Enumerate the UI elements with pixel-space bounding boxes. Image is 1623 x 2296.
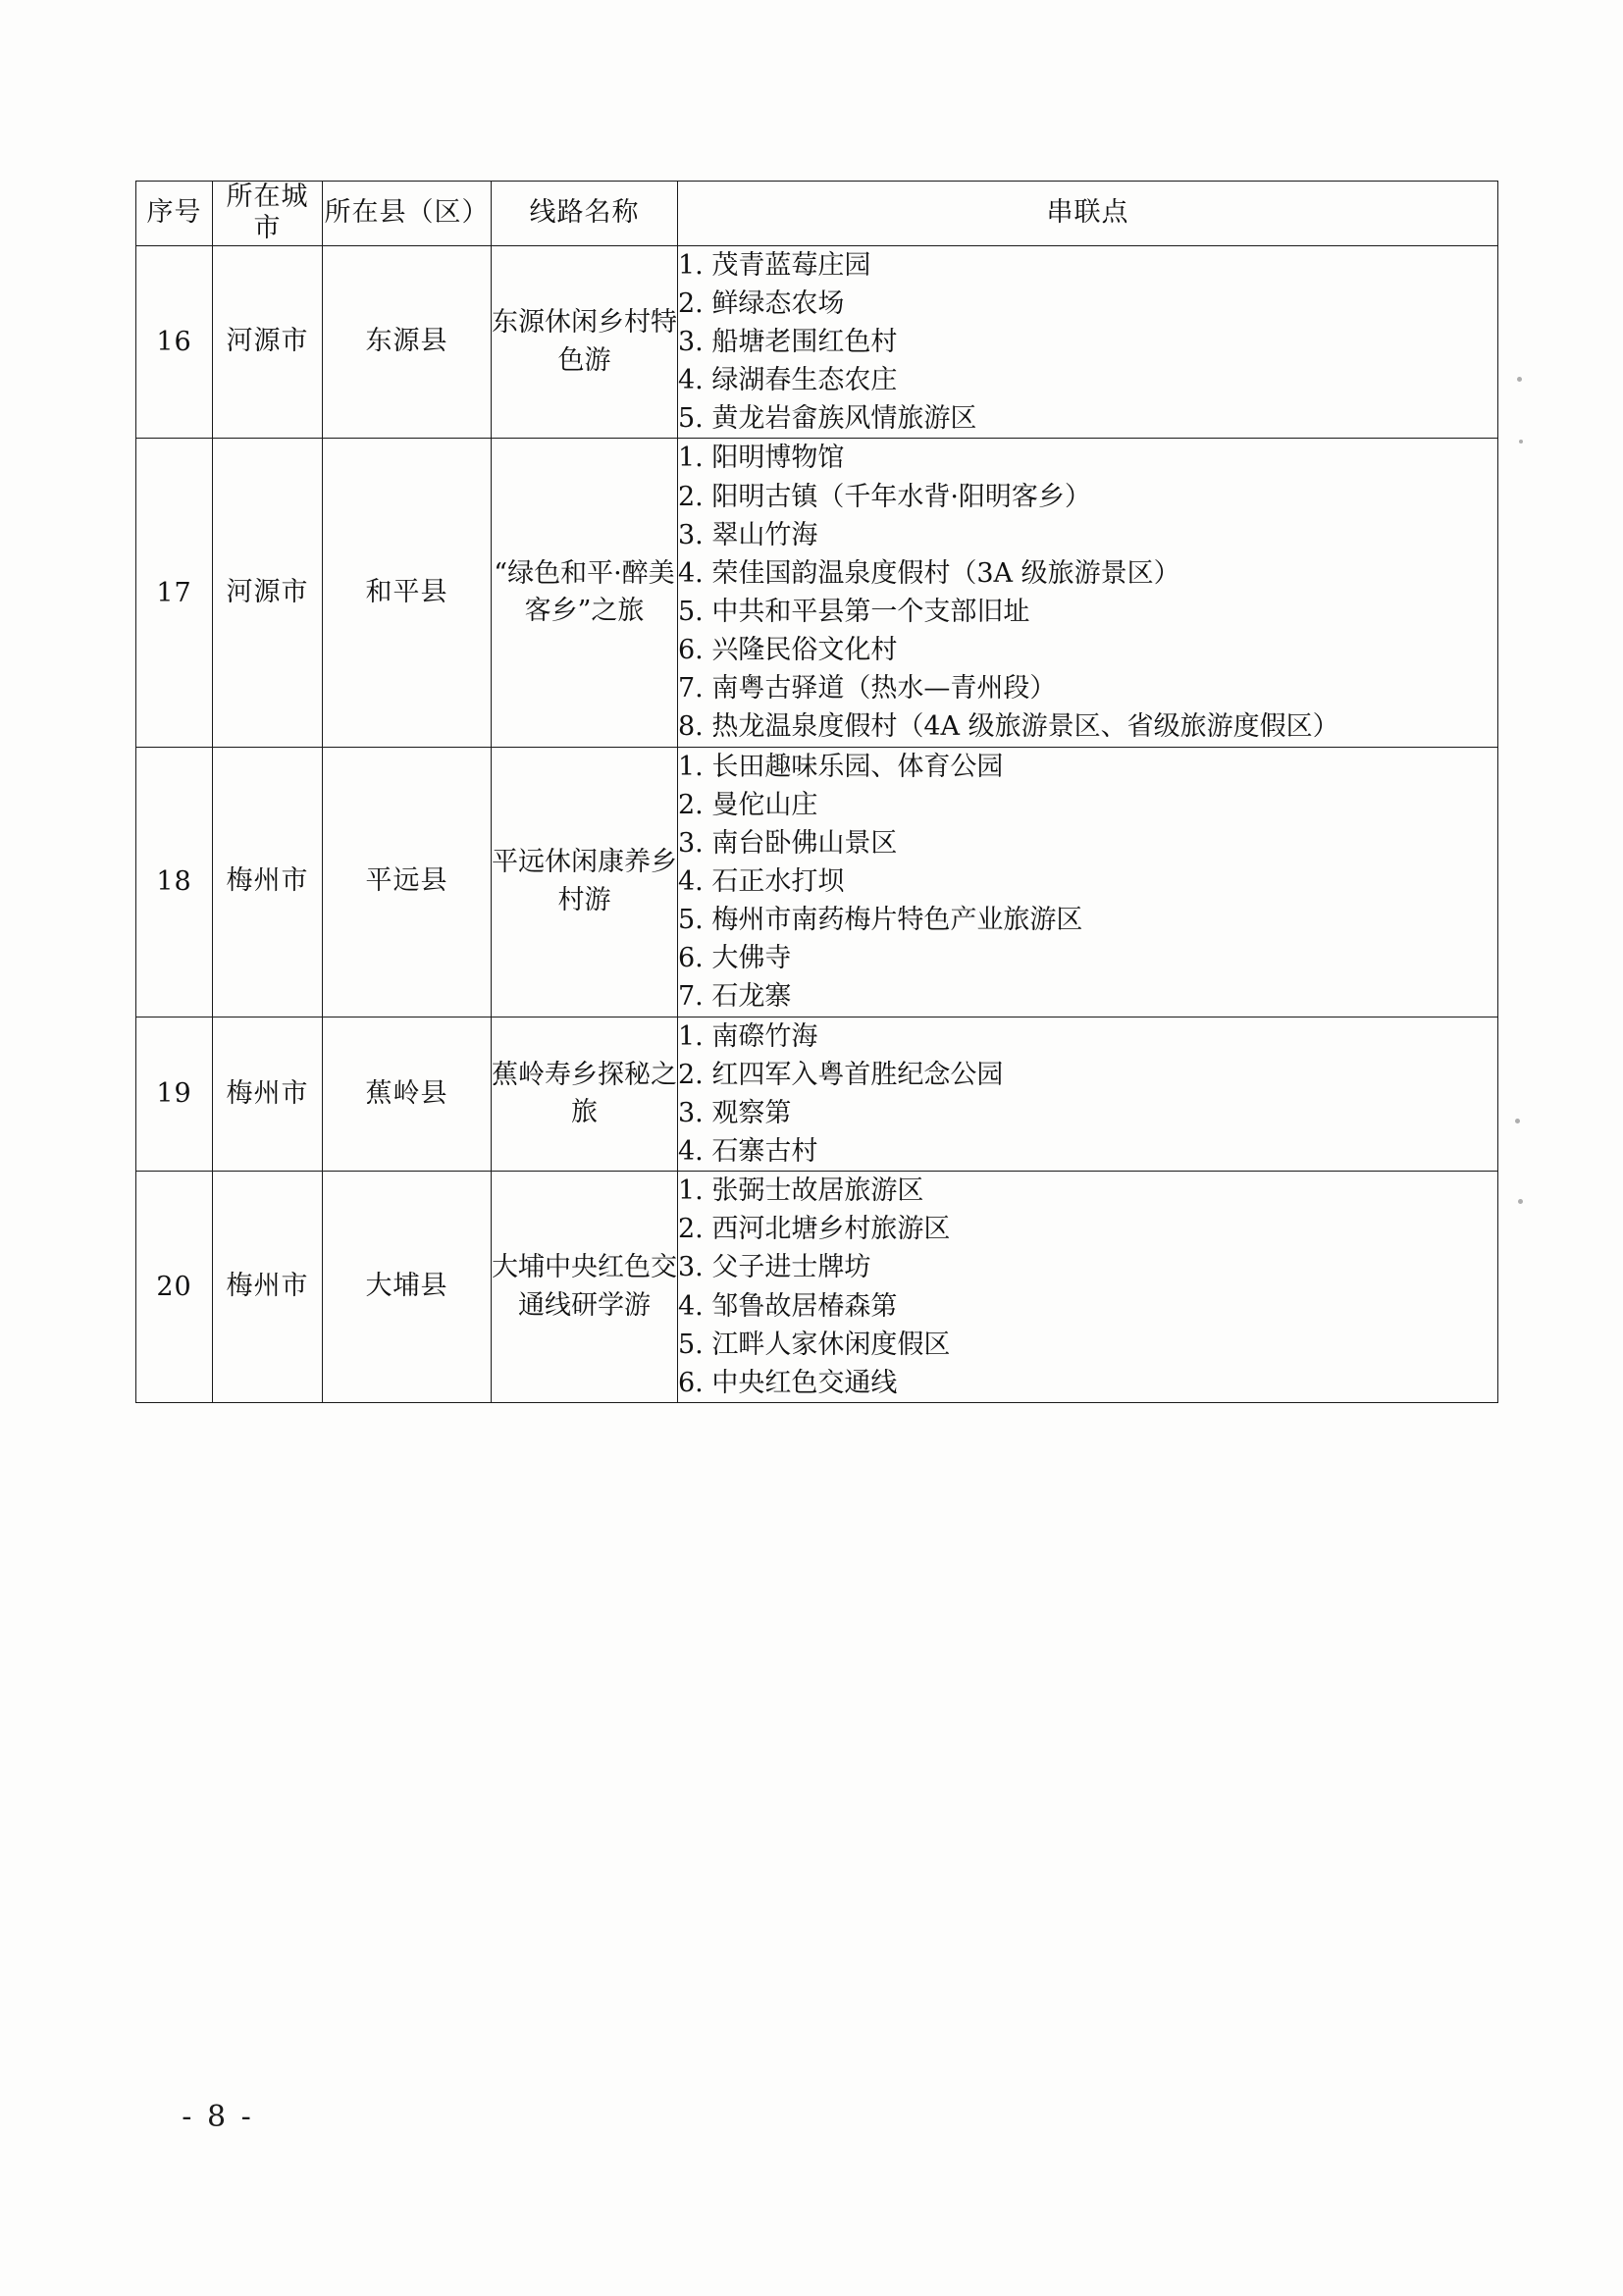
cell-route: “绿色和平·醉美客乡”之旅: [492, 439, 678, 747]
cell-index: 18: [136, 747, 213, 1017]
column-header-index: 序号: [136, 182, 213, 246]
point-item: 2. 阳明古镇（千年水背·阳明客乡）: [678, 481, 1091, 512]
cell-county: 平远县: [323, 747, 492, 1017]
point-item: 5. 中共和平县第一个支部旧址: [678, 597, 1030, 628]
point-item: 5. 黄龙岩畲族风情旅游区: [678, 403, 977, 435]
point-item: 5. 梅州市南药梅片特色产业旅游区: [678, 905, 1083, 936]
point-item: 1. 阳明博物馆: [678, 443, 845, 474]
cell-city: 河源市: [213, 245, 323, 439]
table-body: [136, 245, 1498, 1402]
page-number: - 8 -: [182, 2100, 254, 2134]
point-item: 3. 船塘老围红色村: [678, 327, 898, 358]
point-item: 5. 江畔人家休闲度假区: [678, 1329, 951, 1360]
page-footer: [0, 2100, 1623, 2134]
point-item: 6. 中央红色交通线: [678, 1367, 898, 1398]
point-item: 4. 荣佳国韵温泉度假村（3A 级旅游景区）: [678, 557, 1180, 589]
point-item: 7. 南粤古驿道（热水—青州段）: [678, 673, 1057, 704]
point-item: 4. 邹鲁故居椿森第: [678, 1290, 898, 1322]
cell-city: 梅州市: [213, 1172, 323, 1403]
column-header-county: 所在县（区）: [323, 182, 492, 246]
point-item: 1. 张弼士故居旅游区: [678, 1175, 924, 1207]
column-header-route: 线路名称: [492, 182, 678, 246]
point-item: 6. 大佛寺: [678, 943, 792, 974]
point-item: 2. 西河北塘乡村旅游区: [678, 1214, 951, 1245]
cell-index: 19: [136, 1017, 213, 1172]
cell-points: [678, 245, 1498, 439]
cell-points: [678, 747, 1498, 1017]
cell-index: 16: [136, 245, 213, 439]
cell-city: 河源市: [213, 439, 323, 747]
point-item: 3. 父子进士牌坊: [678, 1252, 871, 1283]
scan-speckle: [1517, 377, 1522, 382]
table-row: [136, 1172, 1498, 1403]
cell-points: [678, 439, 1498, 747]
cell-points: [678, 1172, 1498, 1403]
scan-speckle: [1519, 440, 1523, 444]
cell-county: 和平县: [323, 439, 492, 747]
point-item: 4. 绿湖春生态农庄: [678, 365, 898, 396]
cell-county: 蕉岭县: [323, 1017, 492, 1172]
cell-route: 平远休闲康养乡村游: [492, 747, 678, 1017]
cell-route: 东源休闲乡村特色游: [492, 245, 678, 439]
cell-index: 17: [136, 439, 213, 747]
cell-city: 梅州市: [213, 1017, 323, 1172]
table-header: [136, 182, 1498, 246]
table-header-row: [136, 182, 1498, 246]
point-item: 2. 曼佗山庄: [678, 789, 818, 820]
tourism-routes-table: [135, 181, 1498, 1403]
cell-route: 蕉岭寿乡探秘之旅: [492, 1017, 678, 1172]
point-item: 3. 翠山竹海: [678, 519, 818, 550]
point-item: 3. 观察第: [678, 1097, 792, 1128]
point-item: 1. 茂青蓝莓庄园: [678, 249, 871, 281]
point-item: 2. 红四军入粤首胜纪念公园: [678, 1059, 1004, 1090]
point-item: 4. 石寨古村: [678, 1136, 818, 1168]
point-item: 8. 热龙温泉度假村（4A 级旅游景区、省级旅游度假区）: [678, 711, 1339, 743]
point-item: 7. 石龙寨: [678, 981, 792, 1013]
point-item: 1. 南磜竹海: [678, 1020, 818, 1052]
point-item: 2. 鲜绿态农场: [678, 287, 845, 319]
cell-county: 大埔县: [323, 1172, 492, 1403]
point-item: 4. 石正水打坝: [678, 866, 845, 898]
cell-points: [678, 1017, 1498, 1172]
table-row: [136, 245, 1498, 439]
cell-city: 梅州市: [213, 747, 323, 1017]
scan-speckle: [1518, 1199, 1523, 1204]
column-header-points: 串联点: [678, 182, 1498, 246]
scan-speckle: [1515, 1119, 1520, 1123]
table-row: [136, 439, 1498, 747]
cell-index: 20: [136, 1172, 213, 1403]
point-item: 1. 长田趣味乐园、体育公园: [678, 751, 1004, 782]
table-row: [136, 747, 1498, 1017]
point-item: 3. 南台卧佛山景区: [678, 827, 898, 859]
column-header-city: 所在城市: [213, 182, 323, 246]
point-item: 6. 兴隆民俗文化村: [678, 635, 898, 666]
table-row: [136, 1017, 1498, 1172]
cell-county: 东源县: [323, 245, 492, 439]
cell-route: 大埔中央红色交通线研学游: [492, 1172, 678, 1403]
